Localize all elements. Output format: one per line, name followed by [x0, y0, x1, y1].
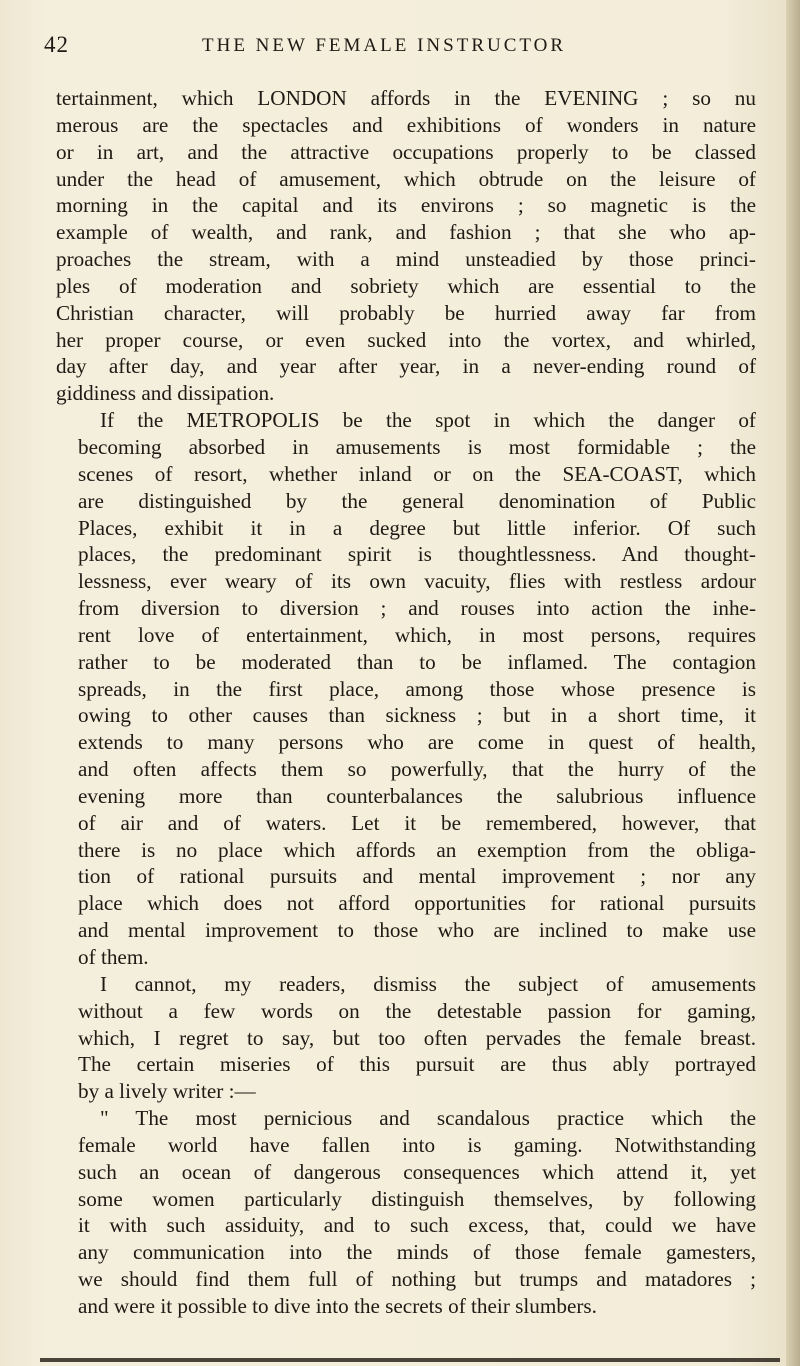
text-line: day after day, and year after year, in a never-ending round of	[56, 354, 756, 379]
text-line: place which does not afford opportunities for rational pursuits	[78, 891, 756, 916]
body-text	[56, 85, 756, 1320]
paragraph	[56, 85, 756, 407]
text-line: or in art, and the attractive occupations properly to be classed	[56, 139, 756, 164]
text-line: it with such assiduity, and to such excess, that, could we have	[78, 1213, 756, 1238]
page-bottom-edge	[40, 1358, 780, 1362]
text-line: we should find them full of nothing but trumps and matadores ;	[78, 1267, 756, 1292]
page-edge-shadow	[786, 0, 800, 1366]
text-line: Christian character, will probably be hurried away far from	[56, 300, 756, 325]
paragraph	[56, 407, 756, 971]
paragraph	[56, 971, 756, 1105]
text-line: rent love of entertainment, which, in most persons, requires	[78, 622, 756, 647]
text-line: lessness, ever weary of its own vacuity, flies with restless ardour	[78, 569, 756, 594]
text-line: of air and of waters. Let it be remembered, however, that	[78, 810, 756, 835]
text-line: If the METROPOLIS be the spot in which the danger of	[100, 408, 756, 433]
running-title: THE NEW FEMALE INSTRUCTOR	[202, 35, 567, 56]
text-line: morning in the capital and its environs ; so magnetic is the	[56, 193, 756, 218]
text-line: owing to other causes than sickness ; but in a short time, it	[78, 703, 756, 728]
text-line: from diversion to diversion ; and rouses into action the inhe-	[78, 596, 756, 621]
text-line: proaches the stream, with a mind unsteadied by those princi-	[56, 247, 756, 272]
text-line: some women particularly distinguish themselves, by following	[78, 1186, 756, 1211]
text-line: giddiness and dissipation.	[56, 381, 275, 406]
text-line: there is no place which affords an exemption from the obliga-	[78, 837, 756, 862]
text-line: tion of rational pursuits and mental improvement ; nor any	[78, 864, 756, 889]
text-line: evening more than counterbalances the salubrious influence	[78, 783, 756, 808]
text-line: merous are the spectacles and exhibitions of wonders in nature	[56, 112, 756, 137]
text-line: tertainment, which LONDON affords in the EVENING ; so nu	[56, 86, 756, 110]
text-line: which, I regret to say, but too often pervades the female breast.	[78, 1025, 756, 1050]
text-line: of them.	[78, 945, 149, 969]
text-line: scenes of resort, whether inland or on the SEA-COAST, which	[78, 461, 756, 486]
text-line: such an ocean of dangerous consequences which attend it, yet	[78, 1159, 756, 1184]
text-line: female world have fallen into is gaming. Notwithstanding	[78, 1132, 756, 1157]
text-line: under the head of amusement, which obtrude on the leisure of	[56, 166, 756, 191]
text-line: and mental improvement to those who are inclined to make use	[78, 918, 756, 943]
text-line: any communication into the minds of those female gamesters,	[78, 1240, 756, 1265]
text-line: Places, exhibit it in a degree but little inferior. Of such	[78, 515, 756, 540]
page-number: 42	[44, 32, 69, 57]
text-line: without a few words on the detestable passion for gaming,	[78, 998, 756, 1023]
text-line: ples of moderation and sobriety which are essential to the	[56, 273, 756, 298]
text-line: and often affects them so powerfully, that the hurry of the	[78, 757, 756, 782]
text-line: I cannot, my readers, dismiss the subject of amusements	[100, 971, 756, 996]
text-line: places, the predominant spirit is thoughtlessness. And thought-	[78, 542, 756, 567]
text-line: her proper course, or even sucked into the vortex, and whirled,	[56, 327, 756, 352]
text-line: The certain miseries of this pursuit are thus ably portrayed	[78, 1052, 756, 1077]
text-line: spreads, in the first place, among those whose presence is	[78, 676, 756, 701]
text-line: by a lively writer :—	[78, 1079, 256, 1104]
text-line: rather to be moderated than to be inflamed. The contagion	[78, 649, 756, 674]
page-header	[44, 32, 744, 62]
text-line: extends to many persons who are come in quest of health,	[78, 730, 756, 755]
text-line: example of wealth, and rank, and fashion ; that she who ap-	[56, 220, 756, 245]
text-line: are distinguished by the general denomination of Public	[78, 488, 756, 513]
text-line: " The most pernicious and scandalous practice which the	[100, 1106, 756, 1131]
text-line: and were it possible to dive into the secrets of their slumbers.	[78, 1293, 597, 1318]
paragraph	[56, 1105, 756, 1320]
text-line: becoming absorbed in amusements is most formidable ; the	[78, 434, 756, 459]
